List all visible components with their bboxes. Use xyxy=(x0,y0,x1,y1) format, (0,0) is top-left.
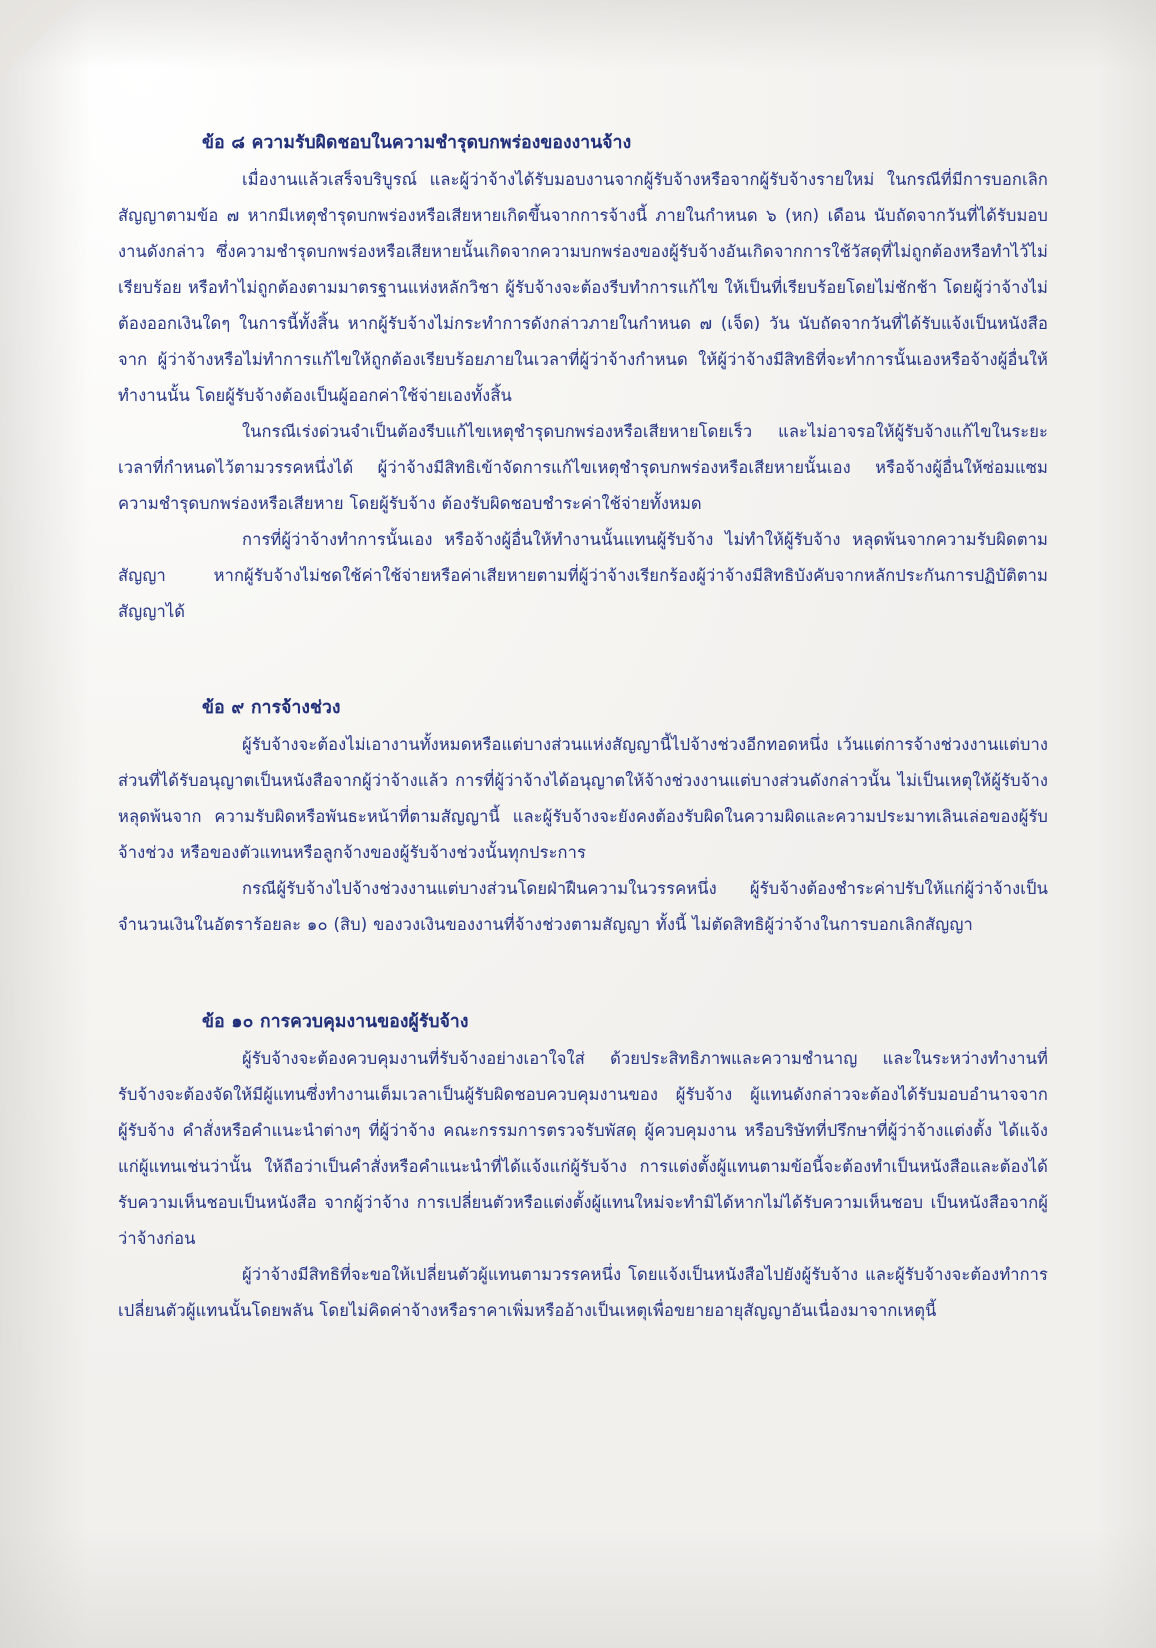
clause-8-paragraph-2: ในกรณีเร่งด่วนจำเป็นต้องรีบแก้ไขเหตุชำรุดบกพร่องหรือเสียหายโดยเร็ว และไม่อาจรอให้ผู้รับจ้างแก้ไขในระยะเวลาที่กำหนดไว้ตามวรรคหนึ่งได้ ผู้ว่าจ้างมีสิทธิเข้าจัดการแก้ไขเหตุชำรุดบกพร่องหรือเสียหายนั้นเอง หรือจ้างผู้อื่นให้ซ่อมแซมความชำรุดบกพร่องหรือเสียหาย โดยผู้รับจ้าง ต้องรับผิดชอบชำระค่าใช้จ่ายทั้งหมด xyxy=(118,421,1048,513)
clause-10-paragraph-2: ผู้ว่าจ้างมีสิทธิที่จะขอให้เปลี่ยนตัวผู้แทนตามวรรคหนึ่ง โดยแจ้งเป็นหนังสือไปยังผู้รับจ้าง และผู้รับจ้างจะต้องทำการเปลี่ยนตัวผู้แทนนั้นโดยพลัน โดยไม่คิดค่าจ้างหรือราคาเพิ่มหรืออ้างเป็นเหตุเพื่อขยายอายุสัญญาอันเนื่องมาจากเหตุนี้ xyxy=(118,1264,1048,1320)
clause-8-paragraph-1: เมื่องานแล้วเสร็จบริบูรณ์ และผู้ว่าจ้างได้รับมอบงานจากผู้รับจ้างหรือจากผู้รับจ้างรายใหม่ ในกรณีที่มีการบอกเลิกสัญญาตามข้อ ๗ หากมีเหตุชำรุดบกพร่องหรือเสียหายเกิดขึ้นจากการจ้างนี้ ภายในกำหนด ๖ (หก) เดือน นับถัดจากวันที่ได้รับมอบงานดังกล่าว ซึ่งความชำรุดบกพร่องหรือเสียหายนั้นเกิดจากความบกพร่องของผู้รับจ้างอันเกิดจากการใช้วัสดุที่ไม่ถูกต้องหรือทำไว้ไม่เรียบร้อย หรือทำไม่ถูกต้องตามมาตรฐานแห่งหลักวิชา ผู้รับจ้างจะต้องรีบทำการแก้ไข ให้เป็นที่เรียบร้อยโดยไม่ชักช้า โดยผู้ว่าจ้างไม่ต้องออกเงินใดๆ ในการนี้ทั้งสิ้น หากผู้รับจ้างไม่กระทำการดังกล่าวภายในกำหนด ๗ (เจ็ด) วัน นับถัดจากวันที่ได้รับแจ้งเป็นหนังสือจาก ผู้ว่าจ้างหรือไม่ทำการแก้ไขให้ถูกต้องเรียบร้อยภายในเวลาที่ผู้ว่าจ้างกำหนด ให้ผู้ว่าจ้างมีสิทธิที่จะทำการนั้นเองหรือจ้างผู้อื่นให้ทำงานนั้น โดยผู้รับจ้างต้องเป็นผู้ออกค่าใช้จ่ายเองทั้งสิ้น xyxy=(118,169,1048,405)
section-clause-8 xyxy=(118,126,1048,630)
clause-8-heading: ข้อ ๘ ความรับผิดชอบในความชำรุดบกพร่องของงานจ้าง xyxy=(202,132,632,153)
clause-8-paragraph-3: การที่ผู้ว่าจ้างทำการนั้นเอง หรือจ้างผู้อื่นให้ทำงานนั้นแทนผู้รับจ้าง ไม่ทำให้ผู้รับจ้าง หลุดพ้นจากความรับผิดตามสัญญา หากผู้รับจ้างไม่ชดใช้ค่าใช้จ่ายหรือค่าเสียหายตามที่ผู้ว่าจ้างเรียกร้องผู้ว่าจ้างมีสิทธิบังคับจากหลักประกันการปฏิบัติตามสัญญาได้ xyxy=(118,529,1048,621)
clause-10-heading: ข้อ ๑๐ การควบคุมงานของผู้รับจ้าง xyxy=(202,1011,469,1032)
document-body xyxy=(118,108,1048,1329)
section-clause-9 xyxy=(118,691,1048,943)
clause-10-paragraph-1: ผู้รับจ้างจะต้องควบคุมงานที่รับจ้างอย่างเอาใจใส่ ด้วยประสิทธิภาพและความชำนาญ และในระหว่างทำงานที่รับจ้างจะต้องจัดให้มีผู้แทนซึ่งทำงานเต็มเวลาเป็นผู้รับผิดชอบควบคุมงานของ ผู้รับจ้าง ผู้แทนดังกล่าวจะต้องได้รับมอบอำนาจจากผู้รับจ้าง คำสั่งหรือคำแนะนำต่างๆ ที่ผู้ว่าจ้าง คณะกรรมการตรวจรับพัสดุ ผู้ควบคุมงาน หรือบริษัทที่ปรึกษาที่ผู้ว่าจ้างแต่งตั้ง ได้แจ้งแก่ผู้แทนเช่นว่านั้น ให้ถือว่าเป็นคำสั่งหรือคำแนะนำที่ได้แจ้งแก่ผู้รับจ้าง การแต่งตั้งผู้แทนตามข้อนี้จะต้องทำเป็นหนังสือและต้องได้รับความเห็นชอบเป็นหนังสือ จากผู้ว่าจ้าง การเปลี่ยนตัวหรือแต่งตั้งผู้แทนใหม่จะทำมิได้หากไม่ได้รับความเห็นชอบ เป็นหนังสือจากผู้ว่าจ้างก่อน xyxy=(118,1048,1048,1248)
paper-shading-left xyxy=(0,0,90,1648)
section-clause-10 xyxy=(118,1005,1048,1329)
paper-shading-right xyxy=(1096,0,1156,1648)
clause-9-heading: ข้อ ๙ การจ้างช่วง xyxy=(202,698,341,718)
paper-shading-top xyxy=(0,0,1156,70)
paper-shading-bottom xyxy=(0,1528,1156,1648)
clause-9-paragraph-1: ผู้รับจ้างจะต้องไม่เอางานทั้งหมดหรือแต่บางส่วนแห่งสัญญานี้ไปจ้างช่วงอีกทอดหนึ่ง เว้นแต่การจ้างช่วงงานแต่บางส่วนที่ได้รับอนุญาตเป็นหนังสือจากผู้ว่าจ้างแล้ว การที่ผู้ว่าจ้างได้อนุญาตให้จ้างช่วงงานแต่บางส่วนดังกล่าวนั้น ไม่เป็นเหตุให้ผู้รับจ้างหลุดพ้นจาก ความรับผิดหรือพันธะหน้าที่ตามสัญญานี้ และผู้รับจ้างจะยังคงต้องรับผิดในความผิดและความประมาทเลินเล่อของผู้รับจ้างช่วง หรือของตัวแทนหรือลูกจ้างของผู้รับจ้างช่วงนั้นทุกประการ xyxy=(118,735,1048,862)
paper-corner-fold xyxy=(0,0,78,78)
clause-9-paragraph-2: กรณีผู้รับจ้างไปจ้างช่วงงานแต่บางส่วนโดยฝ่าฝืนความในวรรคหนึ่ง ผู้รับจ้างต้องชำระค่าปรับให้แก่ผู้ว่าจ้างเป็นจำนวนเงินในอัตราร้อยละ ๑๐ (สิบ) ของวงเงินของงานที่จ้างช่วงตามสัญญา ทั้งนี้ ไม่ตัดสิทธิผู้ว่าจ้างในการบอกเลิกสัญญา xyxy=(118,879,1048,934)
section-spacer-1 xyxy=(118,630,1048,674)
section-spacer-2 xyxy=(118,943,1048,987)
